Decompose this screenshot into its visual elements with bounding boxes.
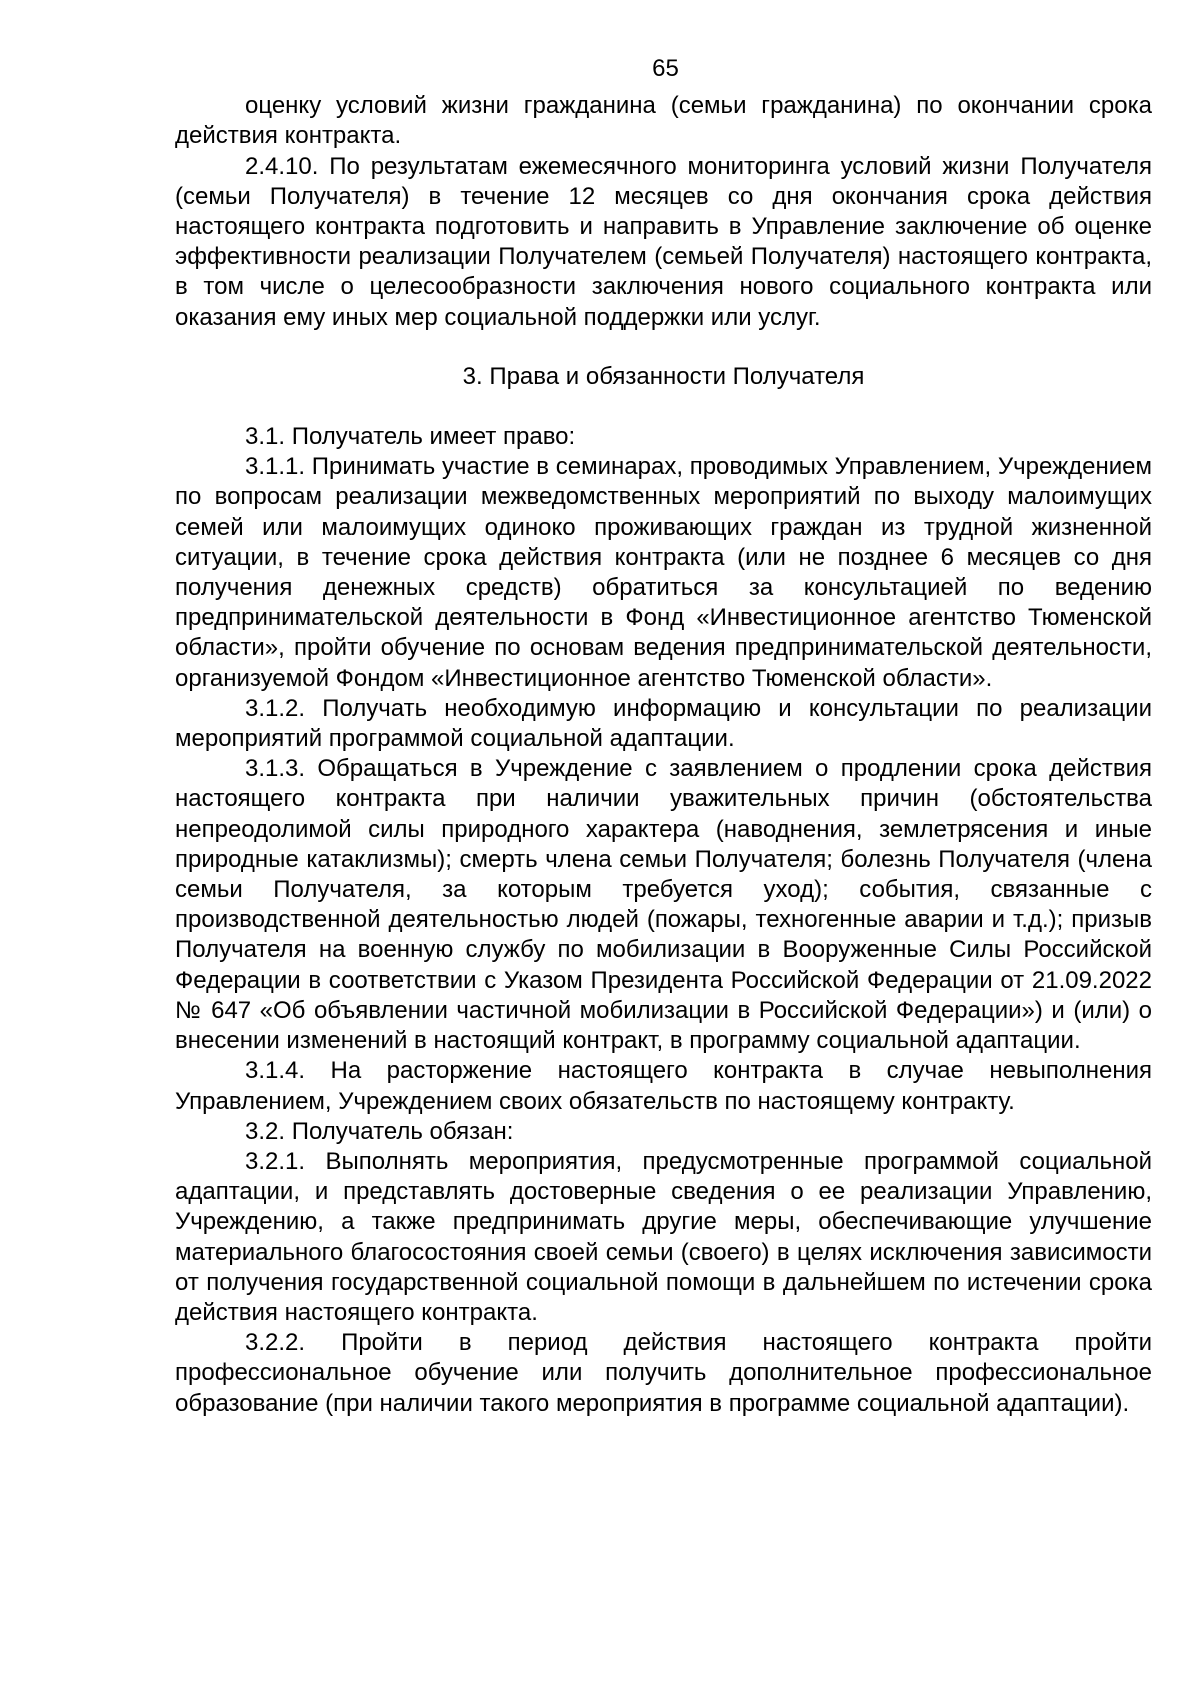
document-page [175,54,1152,1419]
paragraph-3-1-1: 3.1.1. Принимать участие в семинарах, проводимых Управлением, Учреждением по вопросам реализации межведомственных мероприятий по выходу малоимущих семей или малоимущих одиноко проживающих граждан из трудной жизненной ситуации, в течение срока действия контракта (или не позднее 6 месяцев со дня получения денежных средств) обратиться за консультацией по ведению предпринимательской деятельности в Фонд «Инвестиционное агентство Тюменской области», пройти обучение по основам ведения предпринимательской деятельности, организуемой Фондом «Инвестиционное агентство Тюменской области». [175,453,1152,692]
paragraph-3-1-2: 3.1.2. Получать необходимую информацию и консультации по реализации мероприятий программой социальной адаптации. [175,694,1152,753]
paragraph-continuation: оценку условий жизни гражданина (семьи гражданина) по окончании срока действия контракта. [175,92,1152,150]
paragraph-3-2-1: 3.2.1. Выполнять мероприятия, предусмотренные программой социальной адаптации, и представлять достоверные сведения о ее реализации Управлению, Учреждению, а также предпринимать другие меры, обеспечивающие улучшение материального благосостояния своей семьи (своего) в целях исключения зависимости от получения государственной социальной помощи в дальнейшем по истечении срока действия настоящего контракта. [175,1147,1152,1326]
paragraph-3-2: 3.2. Получатель обязан: [245,1117,514,1145]
paragraph-3-1: 3.1. Получатель имеет право: [245,423,576,451]
paragraph-3-1-4: 3.1.4. На расторжение настоящего контракта в случае невыполнения Управлением, Учреждением своих обязательств по настоящему контракту. [175,1057,1152,1115]
page-number: 65 [652,55,679,82]
paragraph-3-1-3: 3.1.3. Обращаться в Учреждение с заявлением о продлении срока действия настоящего контракта при наличии уважительных причин (обстоятельства непреодолимой силы природного характера (наводнения, землетрясения и иные природные катаклизмы); смерть члена семьи Получателя; болезнь Получателя (члена семьи Получателя, за которым требуется уход); события, связанные с производственной деятельностью людей (пожары, техногенные аварии и т.д.); призыв Получателя на военную службу по мобилизации в Вооруженные Силы Российской Федерации в соответствии с Указом Президента Российской Федерации от 21.09.2022 № 647 «Об объявлении частичной мобилизации в Российской Федерации») и (или) о внесении изменений в настоящий контракт, в программу социальной адаптации. [175,755,1152,1055]
section-heading: 3. Права и обязанности Получателя [462,362,865,390]
paragraph-3-2-2: 3.2.2. Пройти в период действия настоящего контракта пройти профессиональное обучение или получить дополнительное профессиональное образование (при наличии такого мероприятия в программе социальной адаптации). [175,1329,1152,1417]
paragraph-2-4-10: 2.4.10. По результатам ежемесячного мониторинга условий жизни Получателя (семьи Получателя) в течение 12 месяцев со дня окончания срока действия настоящего контракта подготовить и направить в Управление заключение об оценке эффективности реализации Получателем (семьей Получателя) настоящего контракта, в том числе о целесообразности заключения нового социального контракта или оказания ему иных мер социальной поддержки или услуг. [175,152,1152,331]
